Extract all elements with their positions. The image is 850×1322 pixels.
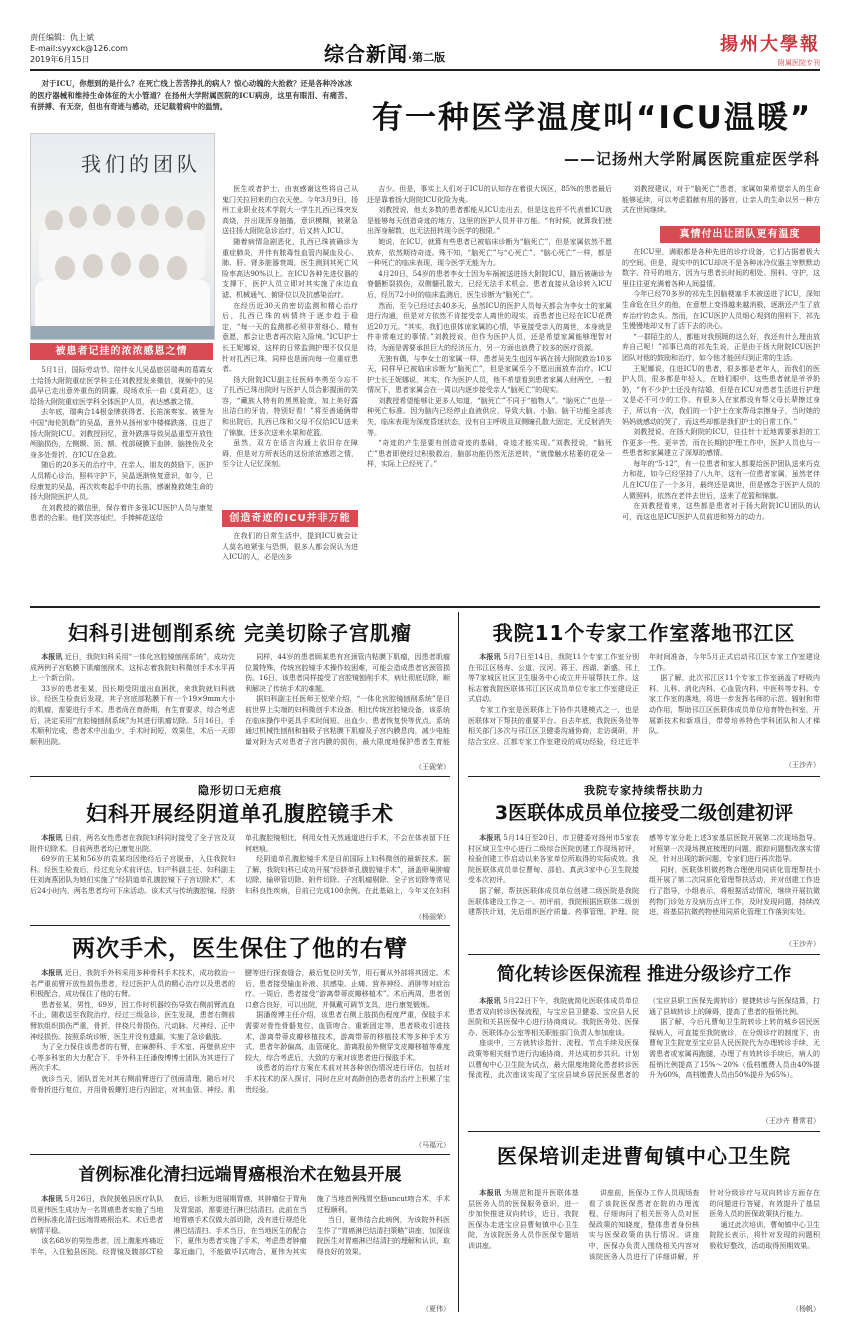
- rule-a1: [30, 776, 450, 777]
- article-4-headline: 3医联体成员单位接受二级创建初评: [494, 802, 794, 824]
- article-4-body: 本报讯 5月14日至20日，市卫健委对扬州市5家农村区域卫生中心进行二级综合医院创建工作现场初评，检验创建工作启动以来各家单位所取得的实际成效。我院医联体成员单位曹甸、邵伯、真武3家中心卫生院接受本次初评。 据了解，帮扶医联体成员单位创建二级医院是我院医联体建设工作之一。初评前，我院根据医联体二级创建帮扶计划，先后组织医疗质量、药事管理、护理、院感等专家分赴上述3家基层医院开展第二次现场指导。对照第一次现场摸底梳理的问题，跟踪问题整改落实情况，针对出现的新问题，专家们进行再次指导。 同时，医联体机微药物合理使用同质化管理帮扶小组开展了第二次同质化管理帮扶活动，并对创建工作进行了指导，小组表示，将根据活动情况，继续开展抗微药物门诊处方及病历点评工作，及时发现问题，持续改进，将基层抗微药物使用同质化管理工作落到实处。: [468, 833, 820, 917]
- lead-col-d1: 刘教授建议，对于“脑死亡”患者，家属如果希望亲人的生命能够延续，可以考虑捐献有用的器官，让亲人的生命以另一种方式在世间继续。: [622, 185, 820, 215]
- masthead: [0, 0, 850, 74]
- article-4-signature: （王沙卉）: [785, 940, 820, 948]
- article-7-body: 本报讯 5月26日，我院援勉县医疗队队员夏伟医生成功为一名胃癌患者实施了当地首例标准化清扫远端胃癌根治术。术后患者病情平稳。 该名68岁的男性患者，因上腹胀疼痛近半年，入住勉县医院。经胃镜及腹部CT检查后，诊断为进展期胃癌，其肿瘤位于胃角及胃窦部，需要进行淋巴结清扫。此前在当地胃癌手术仅做大部切除，没有进行规范化淋巴结清扫。手术当日，在当地医生的配合下，夏伟为患者实施了手术，考虑患者肿瘤靠近幽门，不能做毕Ⅰ式吻合，夏伟为其实施了当地首例残胃空肠uncut吻合术，手术过程顺利。 当日，夏伟结合此病例，为该院外科医生作了“胃癌淋巴结清扫策略”讲座，加深该院医生对胃癌淋巴结清扫的理解和认识，取得良好的效果。: [30, 1194, 450, 1256]
- lead-subhead-bar-3: 真情付出让团队更有温度: [660, 226, 820, 243]
- rule-a3: [30, 925, 450, 926]
- rule-a4: [468, 954, 820, 955]
- lead-col-b: 医生或者护士，由衷感谢这些将自己从鬼门关拉回来的白衣天使。今年3月9日，扬州工业职业技术学院大一学生扎西已珠突发高烧，并出现浑身抽搐，意识模糊，被紧急送往扬大附院急诊治疗，后又转入ICU。 随着病情急剧恶化，扎西已珠被确诊为重症肺炎，并伴有脓毒性血管内凝血及心、肺、肝、肾多脏器衰竭，医生测到其死亡风险率高达90%以上。在ICU各种先进仪器的支撑下，医护人员立即对其实施了床边血滤、机械通气、俯卧位以及抗感染治疗。 在经历近30天的密切监测和精心治疗后，扎西已珠的病情终于逐步趋于稳定，“每一天的监测都必须非常细心、精有意愿，都会让患者再次陷入险境。”ICU护士长王妮娜说，这样的日常监测护理不仅仅是针对扎西已珠，同样也是面向每一位重症患者。 扬大附院ICU副主任医师李勇至今忘不了扎西已珠出院时与医护人员合影握面的笑容，“藏族人特有的黑黑脸庞，加上美好露出洁白的牙齿，特别好看！”将至善通俩带和出院后，扎西已珠和父母不仅给ICU送来了锦旗，还多次送来水果和花篮。 虽然，双方在语言沟通上依旧存在障碍，但是对方所表达的这份浓浓感恩之情，至今让人记忆深刻。: [222, 185, 358, 469]
- rule-a5: [30, 1154, 450, 1155]
- article-1-headline: 妇科引进刨削系统 完美切除子宫肌瘤: [68, 621, 412, 645]
- article-2-signature: （王沙卉）: [785, 761, 820, 769]
- article-7-tag: 本报讯: [41, 1194, 63, 1203]
- article-4-kicker: 我院专家持续帮扶助力: [584, 784, 704, 797]
- article-1-signature: （王砚荣）: [415, 763, 450, 771]
- lead-col-c: 吉少。但是，事实上人们对于ICU的认知存在着很大误区，85%的患者最后还是靠着扬大附院ICU化险为夷。 刘教授说，他太多数的患者都能从ICU走出去，但是这也并不代表着ICU就是能够每天创造奇迹的地方，这里的医护人员并非万能。“有时候，就算我们使出浑身解数，也无法扭转现今医学的极限。” 她说，在ICU，就算有些患者已被临床诊断为“脑死亡”，但是家属依然不愿放弃，依然期待奇迹。殊不知，“脑死亡”与“心死亡”、“脑心死亡”一样，都是一种死亡的临床表现，现今医学无能为力。 4月20日，54岁的患者李女士因为车祸被送进扬大附院ICU，随后被确诊为脊髓断裂损伤，双侧髓孔散大，已经无法手术机会。患者直接从急诊转入ICU后，经历72小时的临床监测后，医生诊断为“脑死亡”。 然而，至今已经过去40多天，虽然ICU的医护人员每天都会为李女士的家属进行沟通，但是对方依然不肯接受亲人离世的现实，而患者也已经在ICU花费近20万元。“其实，我们也很体谅家属的心情，毕竟接受亲人的离世，本身就是件非常难过的事情。”刘教授说，但作为医护人员，还是希望家属能够理智对待，为面是需要承担巨大的经济压力，另一方面也浪费了较多的医疗资源。 无独有偶，与李女士的家属一样，患者吴先生也因车祸在扬大附院救治10多天，同样早已被临床诊断为“脑死亡”，但是家属至今不愿出面放弃治疗。ICU护士长王妮娜说，其实，作为医护人员，他不希望看到患者家属人财两空，一般情况下，患者家属会在一周以内逐步接受亲人“脑死亡”的现实。 刘教授希望能够让更多人知道，“脑死亡”不同于“植物人”。“脑死亡”也是一种死亡标准。因为脑内已经停止血液供应，导致大脑、小脑、脑干功能全部丧失，临床表现为深度昏迷状态，没有自主呼吸且双侧瞳孔散大固定，无反射消失等。 “奇迹的产生是要有创造奇迹的基础，奇迹才能实现。”刘教授说，“脑死亡”患者即使经过积极救治，脑部功能仍然无法逆转，“就像触水枯萎的花朵一样，实际上已经死了。”: [367, 185, 612, 469]
- article-6-body: 本报讯 5月22日下午，我院就简化医联体成员单位患者双向转诊医保流程，与宝应县卫健委、宝应县人民医院和关县医保中心进行协商商议。我院医务处、医保办、医联体办公室等相关职能部门负责人参加座谈。 座谈中，三方就转诊指针、流程、节点手续及医保政策等相关细节进行沟通协商，并达成初步共识。计划以曹甸中心卫生院为试点，最大限度地简化患者转诊医保流程，此次座谈实现了宝应县域乡居民医保患者的（宝应县职工医保先需转诊）便捷转诊与医保结算，打通了县域转诊上的障碍，提高了患者的报销比例。 据了解，今后凡曹甸卫生院转诊上转的城乡居民医保病人，可直接至我院就诊，在分级诊疗的制度下，由曹甸卫生院宽至宝应县人民医院代为办理转诊手续，无需患者或家属再跑腿，办理了有效转诊手续后，病人的报销比例提高了15%～20%（低档缴费人员由40%提升为60%，高档缴费人员由50%提升为65%）。: [468, 996, 820, 1080]
- section-title: 综合新闻: [324, 42, 408, 66]
- rule-a6: [468, 1131, 820, 1132]
- article-5-signature: （马福元）: [415, 1141, 450, 1149]
- lead-subhead-bar-1: 被患者记挂的浓浓感恩之情: [30, 343, 213, 360]
- lead-subhead: ——记扬州大学附属医院重症医学科: [563, 150, 820, 168]
- article-3-headline: 妇科开展经阴道单孔腹腔镜手术: [86, 802, 394, 826]
- lead-headline: 有一种医学温度叫“ICU温暖”: [372, 100, 813, 136]
- paper-logo: [690, 30, 820, 68]
- lead-bottom-rule: [30, 606, 820, 608]
- rule-a2: [468, 776, 820, 777]
- article-5-body: 本报讯 近日，我院手外科采用多种骨科手术技术，成功救治一名严重前臂开放性损伤患者，经过医护人员的精心治疗以及患者的积极配合，成功保住了他的右臂。 患者张某，男性，69岁，因工作时机器绞伤导致右侧前臂流血不止，随救送至我院治疗，经过三级急诊，医生发现，患者右侧前臂软组织损伤严重，骨折，伴桡尺骨损伤、尺动脉、尺神经、正中神经损伤。按照系统诊断，医生并没有遗漏，实施了急诊截肢。 为了全力保住该患者的右臂，在麻醉科、手术室、再壁供应中心等多科室的大力配合下，手外科主任潘俊博博士团队为其进行了两次手术。 就诊当天，团队首先对其右侧前臂进行了创面清理、随后对尺骨骨折进行复位，并用骨板螺钉进行内固定，对其血管、神经、肌腱等进行探查缝合，最后复位时关节，用石膏从外部将其固定。术后，患者接受输血补液、抗感染、止痛、营养神经、消肿等对症治疗。一周后，患者接受“游离带蒂皮瓣移植术”。术后两周，患者创口愈合良好，可以出院，并佩戴可调节支具，进行康复锻炼。 据潘俊博主任介绍，该患者右侧上肢损伤程度严重，保肢手术需要对骨性骨骼复位、血管吻合、重新固定等，患者吸收引进技术，游离带蒂皮瓣移植技术，游离带蒂的移植技术等多种手术方式，患者年龄偏高，血管硬化，游离股前外侧穿支皮瓣移植等难度较大，综合考虑后，大致的方案对该患者进行保肢手术。 该患者的治疗方案在术前对其各种创伤情况进行评估，包括对手术技术的深入探讨，同时在应对高龄创伤患者的治疗上积累了宝贵经验。: [30, 968, 450, 1094]
- article-3-signature: （杨丽荣）: [415, 913, 450, 921]
- paper-name: 揚州大學報: [720, 34, 820, 55]
- article-8-headline: 医保培训走进曹甸镇中心卫生院: [497, 1144, 791, 1168]
- lead-intro: 对于ICU，你想到的是什么？在死亡线上苦苦挣扎的病人？惊心动魄的大抢救？还是各种冷冰冰的医疗器械和维持生命体征的大小管道？在扬州大学附属医院的ICU病房，这里有眼泪、有痛苦、有拼搏、有无奈，但也有奇迹与感动，还记载着病中的温情。: [30, 79, 352, 112]
- article-2-tag: 本报讯: [479, 652, 501, 661]
- article-6-signature: （王沙卉 曹常君）: [761, 1117, 820, 1125]
- lead-col-a: 5月1日，国际劳动节。陪伴女儿吴晶旅居瑞典的葛霞女士给扬大附院重症医学科主任刘教授发来微信，视频中的吴晶早已走出意外重伤的阴霾，现场欢乐一曲《莫莉花》，这给扬大附院重症医学科全体医护人员，表达感激之情。 去年底，瑞典合14根金牌获得者、长笛演奏家、被誉为中国“海伦凯勒”的吴晶，意外从扬州家中楼梯跌落，住进了扬大附院ICU。刘教授回忆，意外跌落导致吴晶重型开放性颅脑损伤，左侧颞、顶、额、枕部硬膜下血肿，脑挫伤及全身多处骨折，在ICU在急救。 随后的20多天的治疗中，在亲人、朋友的鼓励下，医护人员精心诊治，照料守护下，吴晶逐渐恢复意识，如今，已经康复的吴晶，再次吹奏起手中的长笛，感谢挽救她生命的扬大附院医护人员。 在刘教授的微信里，保存着许多张ICU医护人员与康复患者的合影。他们笑容灿烂，手捧鲜花送给: [30, 366, 213, 523]
- article-8-tag: 本报讯: [479, 1188, 502, 1197]
- article-1-tag: 本报讯: [41, 652, 63, 661]
- team-photo: [30, 133, 215, 340]
- article-3-body: 本报讯 日前，两名女性患者在我院妇科同时接受了全子宫及双附件切除术。目前两患者均已康复出院。 69岁的王某和56岁的袁某均因绝经后子宫脱垂，入住我院妇科。经医生检查后，经过充分术前评估，妇产科副主任、妇科副主任刘海燕团队为她们实施了“经阴道单孔腹腔镜下子宫切除术”，术后24小时内，两名患者均可下床活动。该术式与传统腹腔镜、经脐单孔腹腔镜相比，利用女性天然通道进行手术，不会在体表留下任何疤痕。 经阴道单孔腹腔镜手术是目前国际上妇科微创的最新技术。据了解，我院妇科已成功开展“经脐单孔腹腔镜手术”，涵盖卵巢肿瘤切除、输卵管切除、附件切除、子宫肌瘤剔除、全子宫切除等常见妇科良性疾病，目前已完成100余例。在此基础上，今年又在妇科: [30, 833, 450, 895]
- lead-col-b2: 在我们的日常生活中，提到ICU就会让人莫名地紧张与恐惧，很多人都会误认为进入ICU的人，必是凶多: [222, 532, 358, 562]
- email-line: E-mail:syyxck@126.com: [30, 44, 128, 53]
- masthead-rule: [30, 69, 820, 71]
- article-3-tag: 本报讯: [41, 833, 63, 842]
- editor-line: 责任编辑：仇上斌: [30, 33, 94, 42]
- photo-caption-art: 我们的团队: [81, 152, 201, 176]
- paper-subname: 附属医院专刊: [778, 59, 820, 67]
- column-divider: [458, 612, 459, 1312]
- article-5-headline: 两次手术，医生保住了他的右臂: [72, 936, 408, 962]
- article-2-headline: 我院11个专家工作室落地邗江区: [492, 621, 796, 645]
- date-line: 2019年6月15日: [30, 55, 90, 64]
- article-2-body: 本报讯 5月7日至14日，我院11个专家工作室分别在邗江区杨寿、公道、汊河、蒋王、西湖、新盛、邗上等7家城区社区卫生服务中心成立并开展帮扶工作。这标志着我院医联体邗江区区成员单位专家工作室建设正式启动。 专家工作室是医联体上下协作共建模式之一，也是医联体对下帮扶的重要平台。自去年底，我院医务处等相关部门多次与邗江区卫健委沟通协商，走访调研，并结合宝应、江都专家工作室建设的成功经验，经过近半年时间准备，今年5月正式启动邗江区专家工作室建设工作。 据了解，此次邗江区11个专家工作室涵盖了呼吸内科、儿科、消化内科、心血管内科、中医科等专科。专家工作室的落地，将进一步发挥名师的示范、辐射和带动作用，帮助邗江区医联体成员单位培育特色科室，开展新技术和新项目，带带培养特色学科团队和人才梯队。: [468, 652, 820, 746]
- section-title-block: [324, 38, 544, 67]
- article-4-tag: 本报讯: [479, 833, 501, 842]
- article-8-body: 本报讯 为规范和提升医联体基层医务人员的医保服务意识，进一步加快推进双向转诊，近日，我院医保办走进宝应县曹甸镇中心卫生院，为该院医务人员作医保专题培训讲座。 讲座前，医保办工作人员现场查看了该院医保患者在院的办理流程，仔细询问了相关医务人员对医保政策的知晓度，整体患者身份核实与医保政策的执行情况。讲座中，医保办负责人围绕相关内容对该院医务人员进行了详细讲解，并针对分级诊疗与双向转诊方面存在的问题进行答疑，有效提升了基层医务人员的医保政策执行能力。 通过此次培训，曹甸镇中心卫生院院长表示，将针对发现的问题积极收好整改，活动取得预期效果。: [468, 1188, 820, 1261]
- edition-label: ·第二版: [408, 51, 446, 64]
- article-8-signature: （杨帆）: [792, 1305, 820, 1313]
- article-3-kicker: 隐形切口无疤痕: [198, 784, 282, 797]
- article-5-tag: 本报讯: [41, 968, 63, 977]
- article-1-body: 本报讯 近日，我院妇科采用“一体化宫腔镜刨削系统”，成功完成两例子宫粘膜下肌瘤刨削术，这标志着我院妇科微创手术水平再上一个新台阶。 33岁的患者张某，因长期受阴道出血困扰，来我院就妇科就诊。经医生检查后发现，其子宫底部粘膜下有一个19×9mm大小的肌瘤，需要进行手术。患者尚在育龄期，有生育要求，综合考虑后，决定采用“宫腔镜刨削系统”为其进行肌瘤切除。5月16日，手术顺利完成，患者术中出血少，手术时间短，效果佳，术后一天即顺利出院。 同样，44岁的患者顾某患有宫颈管内粘膜下肌瘤，因患者肌瘤位置特殊，传统宫腔镜手术操作较困难，可能会造成患者宫颈管损伤。16日，该患者同样接受了宫腔镜刨削手术，病灶彻底切除，顺利解决了传统手术的难题。 据妇科副主任医师王悦荣介绍，“一体化宫腔镜刨削系统”是目前世界上尖端的妇科微创手术设备。相比传统宫腔镜设备，该系统在临床操作中更具手术时间短、出血少、患者恢复快等优点。系统通过机械性刨削和抽吸子宫粘膜下肌瘤及子宫内膜息肉，减少电能量对附为式对患者子宫内膜的损伤，最大限度地保护患者生育能: [30, 652, 450, 746]
- article-6-tag: 本报讯: [479, 996, 501, 1005]
- article-6-headline: 简化转诊医保流程 推进分级诊疗工作: [496, 964, 792, 985]
- article-7-signature: （夏伟）: [422, 1305, 450, 1313]
- article-7-headline: 首例标准化清扫远端胃癌根治术在勉县开展: [78, 1165, 402, 1185]
- lead-col-d2: 在ICU里，满眼都是各种先进的诊疗设备，它们占据着极大的空间。但是，现实中的ICU却决不是各种冰冷仪器主宰默默动数字、符号的地方，因为与患者长时间的相处、照料、守护，这里往往更充满着各种人间温情。 今年已经70多岁的祁先生因脑梗塞手术被送进了ICU，深知生命危在旦夕的他，在意想上变得越来越消极，逐渐还产生了放弃治疗的念头。然而，在ICU医护人员细心观到的照料下，祁先生慢慢地却又有了活下去的决心。 “一群陌生的人，都能对我照顾的这么好，我还有什么理由放弃自己呢！”祁事已高的祁先生说，正是由于扬大附院ICU医护团队对他的鼓励和治疗，如今他才能回归到正常的生活。 王妮娜说，住进ICU的患者，很多都是老年人，而我们的医护人员，很多都是年轻人，在她们眼中，这些患者就是爷爷奶奶，“有不少护士还没有结婚，但是在ICU对患者生活进行护理又是必不可少的工作。有很多人在家都没有帮父母长辈擦过身子，所以有一次，我们的一个护士在家帮母亲擦身子，当时她的妈妈就感动的哭了，而这些却都是我们护士的日常工作。” 刘教授说，在扬大附院的ICU，往往针十近地需要承担的工作更多一些、更辛苦，而在长期的护理工作中，医护人员也与一些患者和家属建立了深厚的感情。 每年的“5·12”，有一位患者和家人都要给医护团队送来巧克力和花，如今已经坚持了八九年，这有一位患者家属，虽然老伴儿在ICU住了一个多月，最终还是离世，但是感念于医护人员的人微照料，依然在老伴去世后，送来了花篮和锦旗。 在刘教授看来，这些都是患者对于扬大附院ICU团队的认可，而这也是ICU医护人员前进和努力的动力。: [622, 248, 820, 521]
- lead-subhead-bar-2: 创造奇迹的ICU并非万能: [222, 510, 358, 527]
